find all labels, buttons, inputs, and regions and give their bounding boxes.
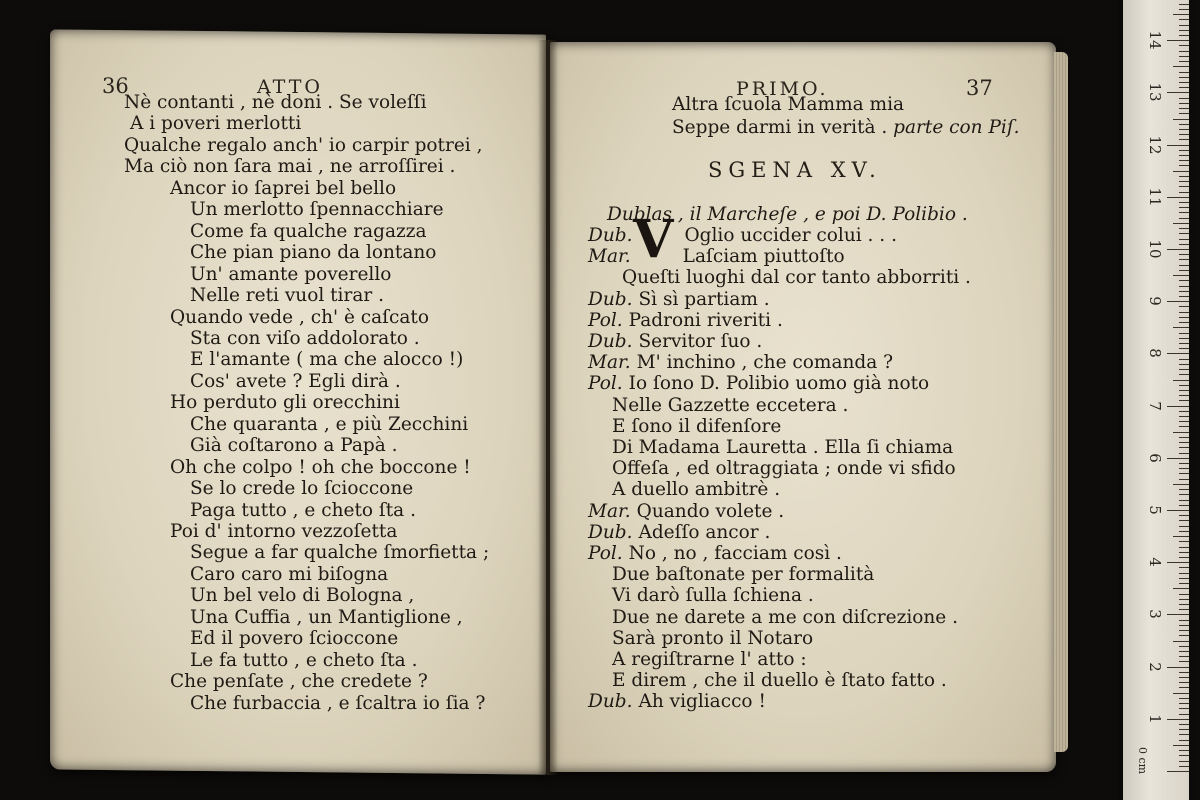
dialogue-text: Ah vigliacco ! [638, 691, 766, 713]
book-gutter [538, 40, 558, 775]
ruler-tick [1179, 500, 1189, 501]
dialogue-line [588, 543, 842, 564]
dialogue-line [588, 331, 762, 352]
ruler-number: 14 [1146, 30, 1164, 50]
ruler-tick [1179, 604, 1189, 605]
ruler-number: 9 [1146, 296, 1164, 306]
ruler-tick [1179, 416, 1189, 417]
ruler-tick [1179, 672, 1189, 673]
ruler-tick [1179, 134, 1189, 135]
ruler-tick [1179, 526, 1189, 527]
left-line: Che furbaccia , e ſcaltra io ſia ? [190, 692, 486, 714]
left-line: Che pian piano da lontano [190, 242, 437, 264]
ruler-tick [1173, 14, 1189, 15]
ruler-tick [1179, 750, 1189, 751]
left-line: Paga tutto , e cheto ſta . [190, 499, 416, 521]
dialogue-line [588, 522, 770, 543]
ruler-tick [1179, 646, 1189, 647]
ruler-tick [1179, 181, 1189, 182]
left-line: Sta con viſo addolorato . [190, 327, 420, 349]
ruler-tick [1173, 588, 1189, 589]
left-line: Che quaranta , e più Zecchini [190, 413, 469, 435]
ruler-tick [1179, 291, 1189, 292]
ruler-tick [1167, 458, 1189, 459]
ruler-tick [1179, 239, 1189, 240]
speaker-label: Mar. [588, 352, 631, 374]
right-top-line-text: Seppe darmi in verità . [672, 117, 888, 138]
ruler-tick [1179, 212, 1189, 213]
ruler-tick [1179, 594, 1189, 595]
ruler-tick [1179, 473, 1189, 474]
dialogue-text: E direm , che il duello è ſtato fatto . [612, 670, 947, 692]
ruler-tick [1179, 552, 1189, 553]
ruler-tick [1173, 432, 1189, 433]
ruler-tick [1179, 734, 1189, 735]
left-line: Ho perduto gli orecchini [170, 392, 400, 414]
ruler-number: 11 [1146, 187, 1164, 207]
ruler-tick [1179, 421, 1189, 422]
speaker-label: Pol. [588, 309, 623, 331]
ruler-tick [1179, 442, 1189, 443]
dialogue-line [612, 670, 947, 691]
ruler-tick [1179, 505, 1189, 506]
ruler-tick [1179, 651, 1189, 652]
ruler-tick [1179, 317, 1189, 318]
scene-characters: Dublas , il Marcheſe , e poi D. Polibio . [607, 204, 968, 225]
ruler-tick [1179, 61, 1189, 62]
ruler-tick [1179, 635, 1189, 636]
ruler-tick [1179, 494, 1189, 495]
ruler-number: 13 [1146, 82, 1164, 102]
left-running-header: ATTO [257, 76, 323, 98]
dialogue-line [612, 458, 956, 479]
speaker-label: Dub. [588, 521, 633, 543]
left-line: Ma ciò non ſara mai , ne arroſſirei . [124, 156, 456, 178]
ruler-tick [1179, 761, 1189, 762]
ruler-tick [1179, 547, 1189, 548]
ruler-tick [1179, 280, 1189, 281]
ruler-tick [1173, 380, 1189, 381]
dialogue-text: Sì sì partiam . [638, 288, 770, 310]
dialogue-text: Nelle Gazzette eccetera . [612, 394, 849, 416]
ruler-tick [1179, 426, 1189, 427]
ruler-tick [1179, 51, 1189, 52]
dialogue-text: Di Madama Lauretta . Ella ſi chiama [612, 437, 954, 458]
ruler-unit-label: 0 cm [1136, 746, 1150, 775]
left-line: Ed il povero ſcioccone [190, 628, 399, 650]
ruler-tick [1179, 113, 1189, 114]
ruler-tick [1173, 119, 1189, 120]
right-top-line [672, 117, 1020, 138]
ruler-number: 8 [1146, 348, 1164, 359]
ruler-tick [1179, 343, 1189, 344]
dialogue-text: Laſciam piuttoſto [682, 246, 845, 268]
ruler-tick [1179, 390, 1189, 391]
measuring-ruler [1123, 0, 1189, 800]
left-line: E l'amante ( ma che alocco !) [190, 349, 464, 371]
dialogue-line [588, 246, 845, 267]
dialogue-line [612, 437, 953, 458]
dialogue-line [612, 479, 780, 500]
ruler-tick [1179, 437, 1189, 438]
ruler-tick [1179, 218, 1189, 219]
ruler-tick [1179, 176, 1189, 177]
ruler-tick [1179, 740, 1189, 741]
left-line: Cos' avete ? Egli dirà . [190, 370, 401, 392]
ruler-tick [1179, 45, 1189, 46]
dialogue-line [588, 289, 770, 310]
ruler-tick [1179, 557, 1189, 558]
ruler-tick [1173, 327, 1189, 328]
ruler-tick [1179, 244, 1189, 245]
ruler-tick [1179, 687, 1189, 688]
ruler-tick [1179, 531, 1189, 532]
dialogue-text: Offeſa , ed oltraggiata ; onde vi sfido [612, 458, 956, 480]
ruler-tick [1179, 714, 1189, 715]
left-line: Qualche regalo anch' io carpir potrei , [124, 134, 483, 156]
ruler-tick [1179, 322, 1189, 323]
ruler-tick [1173, 223, 1189, 224]
ruler-tick [1173, 641, 1189, 642]
dialogue-line [622, 267, 971, 288]
ruler-number: 5 [1146, 505, 1164, 515]
ruler-tick [1179, 9, 1189, 10]
ruler-tick [1179, 708, 1189, 709]
ruler-tick [1173, 693, 1189, 694]
ruler-tick [1179, 359, 1189, 360]
ruler-tick [1179, 755, 1189, 756]
ruler-tick [1167, 719, 1189, 720]
ruler-tick [1179, 625, 1189, 626]
ruler-tick [1179, 515, 1189, 516]
dialogue-text: Queſti luoghi dal cor tanto abborriti . [622, 267, 971, 289]
right-page-number: 37 [966, 76, 993, 100]
ruler-tick [1179, 129, 1189, 130]
ruler-tick [1179, 160, 1189, 161]
left-line: Già coſtarono a Papà . [190, 435, 398, 457]
dialogue-text: A regiſtrarne l' atto : [612, 649, 807, 670]
dialogue-text: Due ne darete a me con diſcrezione . [612, 606, 959, 628]
ruler-number: 2 [1146, 661, 1164, 672]
right-running-header: PRIMO. [736, 78, 829, 100]
ruler-tick [1179, 306, 1189, 307]
ruler-tick [1179, 489, 1189, 490]
speaker-label: Dub. [588, 225, 633, 246]
ruler-tick [1167, 771, 1189, 772]
ruler-tick [1167, 510, 1189, 511]
ruler-tick [1179, 630, 1189, 631]
dialogue-line [588, 501, 784, 522]
ruler-tick [1167, 614, 1189, 615]
ruler-tick [1179, 87, 1189, 88]
left-line: Caro caro mi biſogna [190, 563, 389, 585]
ruler-tick [1179, 103, 1189, 104]
left-line: A i poveri merlotti [130, 113, 302, 135]
ruler-tick [1179, 233, 1189, 234]
dialogue-line [612, 607, 958, 628]
ruler-tick [1179, 270, 1189, 271]
ruler-tick [1167, 667, 1189, 668]
ruler-tick [1179, 186, 1189, 187]
ruler-tick [1167, 353, 1189, 354]
ruler-number: 1 [1146, 714, 1164, 724]
ruler-tick [1179, 698, 1189, 699]
dialogue-text: Servitor ſuo . [638, 331, 763, 352]
ruler-tick [1179, 729, 1189, 730]
ruler-tick [1179, 338, 1189, 339]
ruler-tick [1179, 766, 1189, 767]
ruler-tick [1173, 536, 1189, 537]
ruler-tick [1179, 682, 1189, 683]
ruler-tick [1179, 98, 1189, 99]
right-top-line-text: Altra ſcuola Mamma mia [672, 94, 905, 115]
left-line: Se lo crede lo ſcioccone [190, 478, 414, 500]
speaker-label: Pol. [588, 373, 623, 395]
ruler-tick [1179, 656, 1189, 657]
left-line: Ancor io ſaprei bel bello [170, 177, 397, 199]
ruler-tick [1179, 447, 1189, 448]
dialogue-line [612, 416, 781, 437]
ruler-tick [1179, 192, 1189, 193]
dialogue-line [612, 395, 848, 416]
page-edge-stack [1054, 52, 1068, 752]
ruler-tick [1173, 745, 1189, 746]
ruler-tick [1179, 479, 1189, 480]
ruler-tick [1173, 66, 1189, 67]
ruler-tick [1179, 165, 1189, 166]
ruler-tick [1179, 463, 1189, 464]
left-line: Un merlotto ſpennacchiare [190, 199, 444, 221]
ruler-tick [1179, 453, 1189, 454]
ruler-tick [1179, 703, 1189, 704]
ruler-tick [1179, 72, 1189, 73]
dialogue-line [612, 585, 814, 606]
ruler-tick [1179, 348, 1189, 349]
ruler-tick [1167, 562, 1189, 563]
ruler-number: 6 [1146, 453, 1164, 463]
ruler-tick [1179, 259, 1189, 260]
ruler-tick [1179, 124, 1189, 125]
ruler-tick [1167, 249, 1189, 250]
drop-cap: V [633, 209, 674, 270]
left-line: Come fa qualche ragazza [190, 220, 427, 242]
ruler-tick [1179, 364, 1189, 365]
ruler-tick [1179, 374, 1189, 375]
ruler-tick [1179, 19, 1189, 20]
ruler-tick [1179, 207, 1189, 208]
dialogue-line [588, 352, 893, 373]
ruler-tick [1173, 275, 1189, 276]
left-page-number: 36 [102, 74, 129, 98]
dialogue-text: Due baſtonate per formalità [612, 564, 875, 586]
left-line: Segue a far qualche ſmorfietta ; [190, 542, 490, 564]
ruler-tick [1167, 40, 1189, 41]
ruler-tick [1179, 620, 1189, 621]
dialogue-text: A duello ambitrè . [612, 479, 781, 501]
ruler-tick [1179, 202, 1189, 203]
ruler-tick [1179, 385, 1189, 386]
ruler-tick [1179, 228, 1189, 229]
speaker-label: Mar. [588, 246, 631, 268]
ruler-tick [1179, 724, 1189, 725]
ruler-tick [1179, 661, 1189, 662]
ruler-tick [1179, 25, 1189, 26]
left-line: Poi d' intorno vezzoſetta [170, 521, 398, 542]
ruler-number: 10 [1146, 239, 1164, 259]
dialogue-text: M' inchino , che comanda ? [636, 352, 894, 374]
ruler-tick [1179, 573, 1189, 574]
dialogue-text: No , no , facciam così . [628, 543, 842, 564]
dialogue-text: Adeſſo ancor . [638, 521, 771, 543]
dialogue-text: E ſono il difenſore [612, 415, 782, 437]
ruler-tick [1179, 150, 1189, 151]
left-line: Nè contanti , nè doni . Se voleſſi [124, 92, 427, 113]
ruler-tick [1179, 254, 1189, 255]
dialogue-text: Vi darò ſulla ſchiena . [612, 585, 814, 607]
ruler-number: 3 [1146, 609, 1164, 620]
ruler-tick [1167, 406, 1189, 407]
ruler-tick [1179, 411, 1189, 412]
ruler-tick [1179, 77, 1189, 78]
ruler-tick [1179, 400, 1189, 401]
stage-direction: parte con Piſ. [887, 117, 1020, 138]
ruler-tick [1179, 296, 1189, 297]
ruler-tick [1179, 4, 1189, 5]
ruler-tick [1179, 520, 1189, 521]
ruler-tick [1179, 541, 1189, 542]
ruler-tick [1179, 583, 1189, 584]
dialogue-text: Quando volete . [636, 500, 785, 522]
left-line: Un bel velo di Bologna , [190, 585, 415, 607]
ruler-tick [1179, 312, 1189, 313]
left-line: Che penſate , che credete ? [170, 671, 428, 693]
dialogue-text: Io ſono D. Polibio uomo già noto [628, 373, 930, 395]
ruler-tick [1179, 35, 1189, 36]
ruler-tick [1167, 301, 1189, 302]
ruler-tick [1167, 197, 1189, 198]
ruler-tick [1179, 286, 1189, 287]
left-line: Quando vede , ch' è caſcato [170, 306, 429, 328]
ruler-tick [1173, 171, 1189, 172]
ruler-tick [1179, 333, 1189, 334]
dialogue-line [612, 628, 813, 649]
ruler-tick [1179, 599, 1189, 600]
left-line: Oh che colpo ! oh che boccone ! [170, 456, 471, 478]
left-line: Una Cuffia , un Mantiglione , [190, 606, 463, 628]
dialogue-line [612, 564, 874, 585]
left-line: Le fa tutto , e cheto ſta . [190, 649, 418, 671]
ruler-number: 4 [1146, 557, 1164, 567]
ruler-tick [1179, 155, 1189, 156]
ruler-tick [1179, 30, 1189, 31]
scene-title: SGENA XV. [708, 158, 882, 182]
ruler-number: 12 [1146, 135, 1164, 155]
ruler-tick [1179, 578, 1189, 579]
speaker-label: Dub. [588, 288, 633, 310]
ruler-tick [1167, 92, 1189, 93]
speaker-label: Dub. [588, 331, 633, 352]
ruler-tick [1179, 369, 1189, 370]
speaker-label: Pol. [588, 543, 623, 564]
ruler-tick [1179, 265, 1189, 266]
ruler-tick [1179, 609, 1189, 610]
ruler-tick [1179, 567, 1189, 568]
ruler-tick [1179, 468, 1189, 469]
left-line: Un' amante poverello [190, 263, 392, 285]
ruler-tick [1179, 108, 1189, 109]
speaker-label: Mar. [588, 500, 631, 522]
ruler-tick [1167, 145, 1189, 146]
dialogue-text: Padroni riveriti . [628, 309, 783, 331]
ruler-tick [1173, 484, 1189, 485]
dialogue-text: Sarà pronto il Notaro [612, 627, 814, 649]
ruler-number: 7 [1146, 400, 1164, 411]
dialogue-line [588, 310, 783, 331]
dialogue-text: Oglio uccider colui . . . [684, 225, 897, 246]
ruler-tick [1179, 395, 1189, 396]
ruler-tick [1179, 139, 1189, 140]
ruler-tick [1179, 677, 1189, 678]
ruler-tick [1179, 56, 1189, 57]
dialogue-line [588, 373, 929, 394]
dialogue-line [588, 691, 766, 712]
left-line: Nelle reti vuol tirar . [190, 285, 384, 307]
dialogue-line [612, 649, 807, 670]
right-top-line [672, 94, 904, 115]
dialogue-line [588, 225, 897, 246]
ruler-tick [1179, 82, 1189, 83]
speaker-label: Dub. [588, 691, 633, 713]
